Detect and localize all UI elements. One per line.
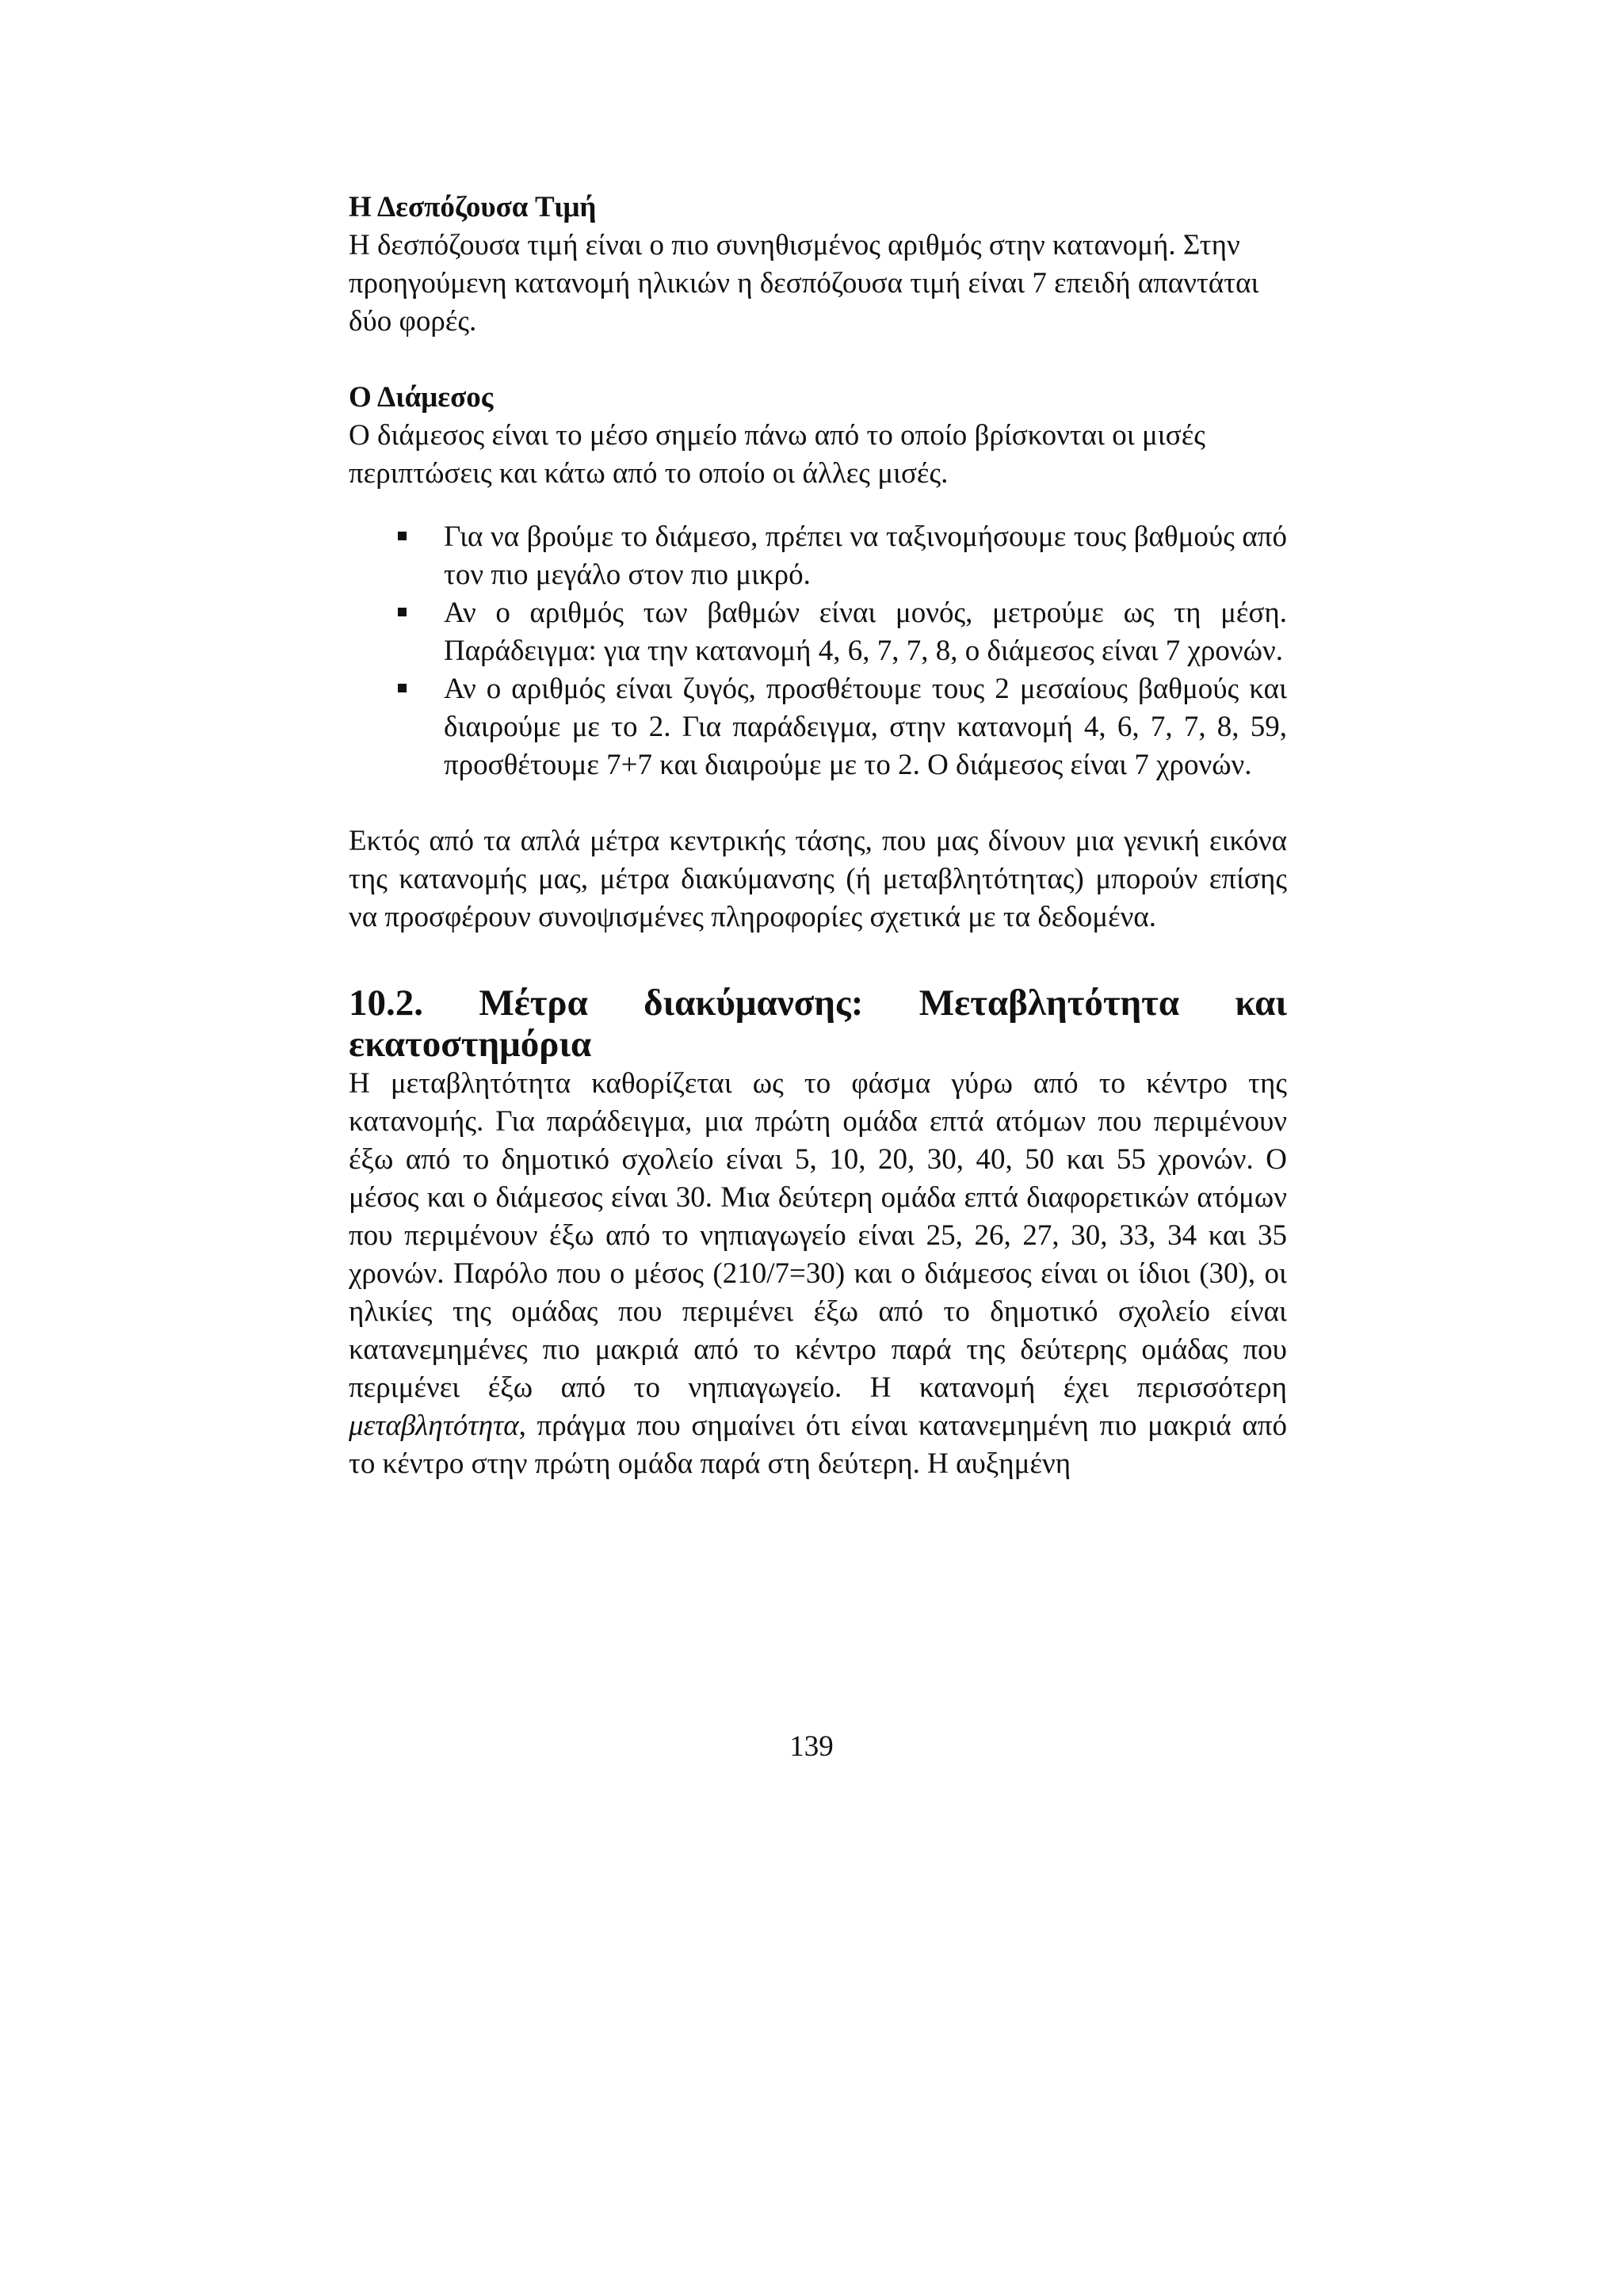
chapter-heading-line1 [349, 982, 1287, 1024]
spacer [349, 784, 1287, 822]
heading-word: και [1235, 982, 1287, 1024]
heading-word: Μέτρα [479, 982, 588, 1024]
page-number: 139 [789, 1730, 834, 1763]
bullet-item [349, 670, 1287, 784]
square-bullet-icon [398, 684, 407, 692]
heading-word: διακύμανσης: [643, 982, 864, 1024]
transition-paragraph: Εκτός από τα απλά μέτρα κεντρικής τάσης, που μας δίνουν μια γενική εικόνα της κατανομής μας, μέτρα διακύμανσης (ή μεταβλητότητας) μπορούν επίσης να προσφέρουν συνοψισμένες πληροφορίες σχετικά με τα δεδομένα. [349, 825, 1287, 933]
heading-word: 10.2. [349, 982, 423, 1024]
bullet-text: Αν ο αριθμός είναι ζυγός, προσθέτουμε τους 2 μεσαίους βαθμούς και διαιρούμε με το 2. Για παράδειγμα, στην κατανομή 4, 6, 7, 7, 8, 59, προσθέτουμε 7+7 και διαιρούμε με το 2. Ο διάμεσος είναι 7 χρονών. [444, 673, 1287, 781]
mode-heading: Η Δεσπόζουσα Τιμή [349, 191, 597, 223]
italic-term: μεταβλητότητα [349, 1409, 519, 1442]
bullet-item [349, 594, 1287, 670]
median-heading: Ο Διάμεσος [349, 381, 494, 414]
variability-paragraph [349, 1065, 1287, 1483]
bullet-text: Για να βρούμε το διάμεσο, πρέπει να ταξινομήσουμε τους βαθμούς από τον πιο μεγάλο στον πιο μικρό. [444, 521, 1287, 591]
page-body [349, 189, 1287, 1483]
square-bullet-icon [398, 608, 407, 616]
variability-text-end: , πράγμα που σημαίνει ότι είναι κατανεμημένη πιο μακριά από το κέντρο στην πρώτη ομάδα παρά στη δεύτερη. Η αυξημένη [349, 1409, 1287, 1480]
median-paragraph: Ο διάμεσος είναι το μέσο σημείο πάνω από το οποίο βρίσκονται οι μισές περιπτώσεις και κάτω από το οποίο οι άλλες μισές. [349, 419, 1205, 490]
spacer [349, 341, 1287, 379]
variability-text-start: Η μεταβλητότητα καθορίζεται ως το φάσμα γύρω από το κέντρο της κατανομής. Για παράδειγμα, μια πρώτη ομάδα επτά ατόμων που περιμένουν έξω από το δημοτικό σχολείο είναι 5, 10, 20, 30, 40, 50 και 55 χρονών. Ο μέσος και ο διάμεσος είναι 30. Μια δεύτερη ομάδα επτά διαφορετικών ατόμων που περιμένουν έξω από το νηπιαγωγείο είναι 25, 26, 27, 30, 33, 34 και 35 χρονών. Παρόλο που ο μέσος (210/7=30) και ο διάμεσος είναι οι ίδιοι (30), οι ηλικίες της ομάδας που περιμένει έξω από το δημοτικό σχολείο είναι κατανεμημένες πιο μακριά από το κέντρο παρά της δεύτερης ομάδας που περιμένει έξω από το νηπιαγωγείο. Η κατανομή έχει περισσότερη [349, 1067, 1287, 1404]
median-bullet-list [349, 518, 1287, 784]
bullet-item [349, 518, 1287, 594]
chapter-heading [349, 982, 1287, 1065]
square-bullet-icon [398, 532, 407, 540]
chapter-heading-line2: εκατοστημόρια [349, 1024, 592, 1065]
mode-paragraph: Η δεσπόζουσα τιμή είναι ο πιο συνηθισμένος αριθμός στην κατανομή. Στην προηγούμενη κατανομή ηλικιών η δεσπόζουσα τιμή είναι 7 επειδή απαντάται δύο φορές. [349, 229, 1259, 338]
heading-word: Μεταβλητότητα [918, 982, 1180, 1024]
bullet-text: Αν ο αριθμός των βαθμών είναι μονός, μετρούμε ως τη μέση. Παράδειγμα: για την κατανομή 4, 6, 7, 7, 8, ο διάμεσος είναι 7 χρονών. [444, 597, 1287, 667]
